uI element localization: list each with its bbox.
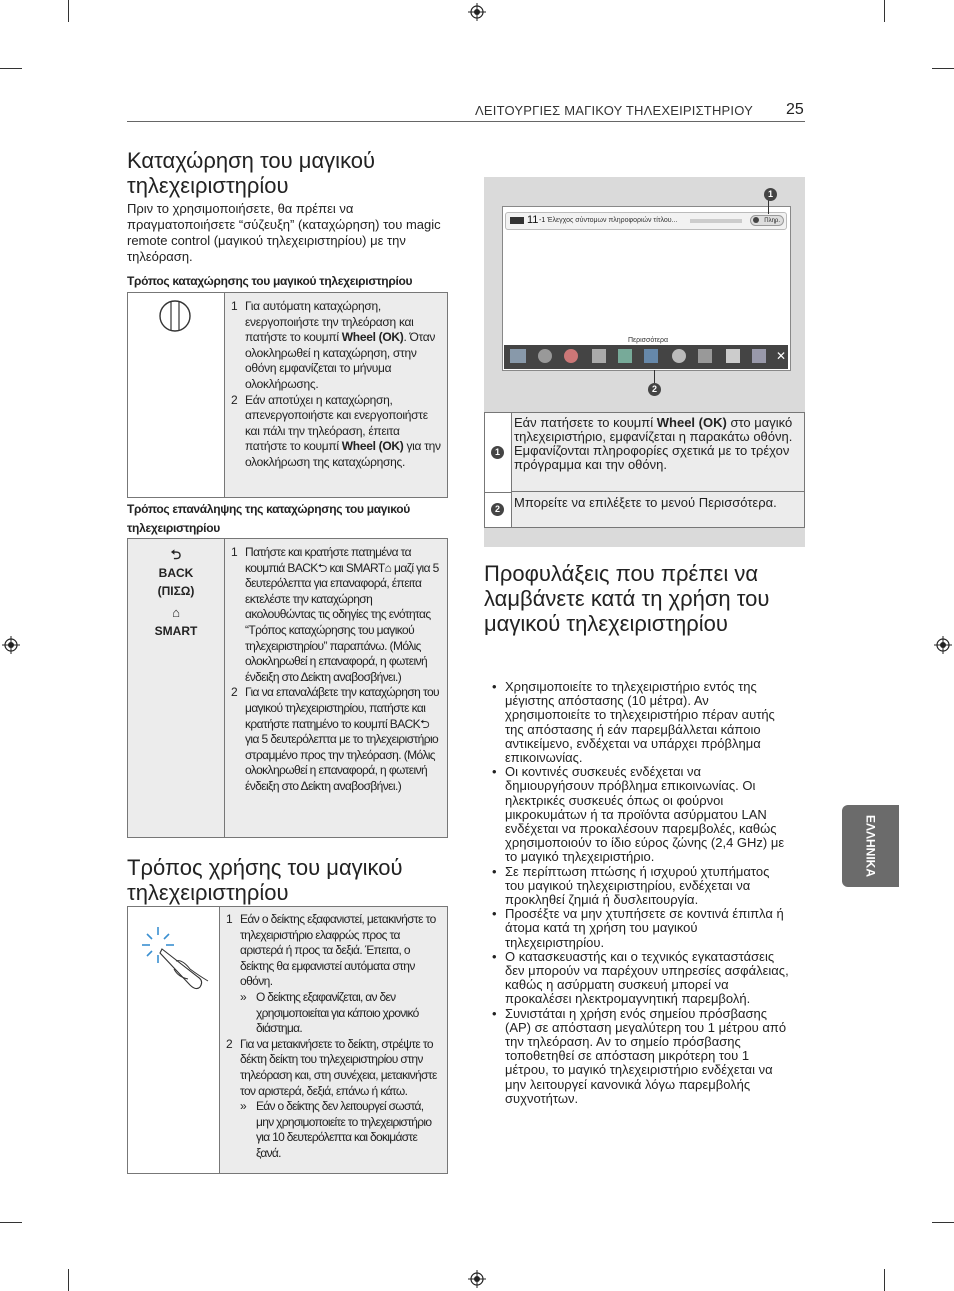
crop-mark xyxy=(884,1269,885,1291)
step-text: Πατήστε και κρατήστε πατημένα τα κουμπιά BACK⮌ και SMART⌂ μαζί για 5 δευτερόλεπτα για επαναφορά, έπειτα εκτελέστε την καταχώρηση ακολουθώντας τις οδηγίες της ενότητας “Τρόπος καταχώρησης του μαγικού τηλεχειριστηρίου” παραπάνω. (Μόλις ολοκληρωθεί η επαναφορά, η φωτεινή ένδειξη στο Δείκτη αναβοσβήνει.) xyxy=(245,545,439,684)
registration-how-title: Τρόπος καταχώρησης του μαγικού τηλεχειριστηρίου xyxy=(127,274,413,288)
crop-mark xyxy=(68,1269,69,1291)
legend-text: Μπορείτε να επιλέξετε το μενού Περισσότερα. xyxy=(514,495,777,510)
step-bold: Wheel (OK) xyxy=(341,439,404,454)
legend-marker-cell xyxy=(485,413,512,493)
language-tab-label: ΕΛΛΗΝΙΚΑ xyxy=(863,814,878,877)
step-number: 1 xyxy=(231,545,238,559)
usage-step xyxy=(220,912,443,990)
step-number: 2 xyxy=(226,1036,233,1051)
menu-app-icon[interactable] xyxy=(752,349,766,363)
search-icon[interactable] xyxy=(592,349,606,363)
step-number: 1 xyxy=(226,912,233,926)
legend-text-part: Εμφανίζονται πληροφορίες σχετικά με το τρέχον πρόγραμμα και την οθόνη. xyxy=(514,443,790,472)
legend-marker: 2 xyxy=(491,503,504,516)
clock-icon[interactable] xyxy=(672,349,686,363)
info-button-icon xyxy=(753,217,759,223)
usage-title: Τρόπος χρήσης του μαγικού τηλεχειριστηρίου xyxy=(127,855,403,905)
list-item-text: Οι κοντινές συσκευές ενδέχεται να δημιουργήσουν πρόβλημα επικοινωνίας. Οι ηλεκτρικές συσκευές όπως οι φούρνοι μικροκυμάτων ή τα προϊόντα ασύρματου LAN ενδέχεται να προκαλέσουν παρεμβολές, καθώς χρησιμοποιούν το ίδιο εύρος ζώνης (2,4 GHz) με το μαγικό τηλεχειριστήριο. xyxy=(505,764,785,865)
menu-app-icon[interactable] xyxy=(698,349,712,363)
tv-screen xyxy=(502,206,791,371)
header-rule xyxy=(127,121,805,122)
legend-marker: 1 xyxy=(491,446,504,459)
note-text: Εάν ο δείκτης δεν λειτουργεί σωστά, μην χρησιμοποιείτε το τηλεχειριστήριο για 10 δευτερόλεπτα και δοκιμάστε ξανά. xyxy=(256,1099,432,1160)
registration-mark-icon xyxy=(468,3,486,21)
registration-intro: Πριν το χρησιμοποιήσετε, θα πρέπει να πραγματοποιήσετε “σύζευξη” (καταχώρηση) του magic remote control (μαγικού τηλεχειριστηρίου) με την τηλεόραση. xyxy=(127,201,441,264)
info-button[interactable]: Πληρ. xyxy=(750,215,784,226)
precautions-title: Προφυλάξεις που πρέπει να λαμβάνετε κατά τη χρήση του μαγικού τηλεχειριστηρίου xyxy=(484,561,770,636)
crop-mark xyxy=(0,68,22,69)
list-item-text: Χρησιμοποιείτε το τηλεχειριστήριο εντός της μέγιστης απόστασης (10 μέτρα). Αν χρησιμοποιείτε το τηλεχειριστήριο πέραν αυτής της απόστασης ή εάν παρεμβάλλεται κάποιο αντικείμενο, ενδέχεται να υπάρχει πρόβλημα επικοινωνίας. xyxy=(505,679,775,766)
back-icon: ⮌ xyxy=(170,547,182,562)
progress-track xyxy=(690,219,742,223)
step-text: Εάν ο δείκτης εξαφανιστεί, μετακινήστε το τηλεχειριστήριο ελαφρώς προς τα αριστερά ή προς τα δεξιά. Έπειτα, ο δείκτης θα εμφανιστεί αυτόματα στην οθόνη. xyxy=(240,912,436,989)
menu-app-icon[interactable] xyxy=(510,349,526,363)
settings-icon[interactable] xyxy=(538,349,552,363)
repeat-table xyxy=(127,538,448,838)
crop-mark xyxy=(932,1222,954,1223)
channel-number: 11 xyxy=(527,214,539,226)
usage-step xyxy=(220,1037,443,1099)
list-item: • Χρησιμοποιείτε το τηλεχειριστήριο εντός της μέγιστης απόστασης (10 μέτρα). Αν χρησιμοποιείτε το τηλεχειριστήριο πέραν αυτής της απόστασης ή εάν παρεμβάλλεται κάποιο αντικείμενο, ενδέχεται να υπάρχει πρόβλημα επικοινωνίας. xyxy=(492,679,775,766)
step-text: Για να μετακινήσετε το δείκτη, στρέψτε το δέκτη δείκτη του τηλεχειριστηρίου στην τηλεόραση και, στη συνέχεια, μετακινήστε τον αριστερά, δεξιά, επάνω ή κάτω. xyxy=(240,1036,437,1098)
wheel-button-icon xyxy=(158,299,192,333)
step-text: . Όταν ολοκληρωθεί η καταχώρηση, στην οθόνη εμφανίζεται το μήνυμα ολοκλήρωσης. xyxy=(245,330,436,391)
crop-mark xyxy=(0,1222,22,1223)
close-icon[interactable]: ✕ xyxy=(776,349,787,363)
repeat-step xyxy=(225,545,443,685)
list-item: • Σε περίπτωση πτώσης ή ισχυρού χτυπήματος του μαγικού τηλεχειριστηρίου, ενδέχεται να προκληθεί ζημιά ή δυσλειτουργία. xyxy=(492,863,770,908)
registration-step xyxy=(225,393,441,471)
legend-bold: Wheel (OK) xyxy=(656,415,727,430)
legend-text xyxy=(512,413,804,492)
buttons-cell xyxy=(128,539,225,837)
crop-mark xyxy=(884,0,885,22)
info-bar xyxy=(505,212,787,230)
list-item: • Ο κατασκευαστής και ο τεχνικός εγκαταστάσεις δεν μπορούν να παρέχουν υπηρεσίες ασφάλειας, καθώς η ασύρματη συσκευή μπορεί να προκαλέσει ηλεκτρομαγνητική παρεμβολή. xyxy=(492,948,789,1007)
pointer-cell xyxy=(128,907,220,1173)
repeat-title: Τρόπος επανάληψης της καταχώρησης του μαγικού τηλεχειριστηρίου xyxy=(127,502,410,535)
channel-sub: -1 xyxy=(539,217,546,224)
step-bold: Wheel (OK) xyxy=(341,330,404,345)
step-text: Για αυτόματη καταχώρηση, ενεργοποιήστε την τηλεόραση και πατήστε το κουμπί xyxy=(245,299,414,345)
step-number: 1 xyxy=(231,299,238,313)
menu-app-icon[interactable] xyxy=(644,349,658,363)
legend-text-part: στο μαγικό τηλεχειριστήριο, εμφανίζεται η παρακάτω οθόνη. xyxy=(514,415,793,444)
note-text: Ο δείκτης εξαφανίζεται, αν δεν χρησιμοποιείται για κάποιο χρονικό διάστημα. xyxy=(256,989,419,1036)
usage-steps xyxy=(220,907,447,1173)
legend-marker-cell xyxy=(485,493,512,527)
registration-mark-icon xyxy=(934,636,952,654)
menu-app-icon[interactable] xyxy=(618,349,632,363)
usage-note xyxy=(220,1099,443,1161)
note-marker: » xyxy=(240,989,246,1004)
callout-line-2 xyxy=(654,370,655,384)
list-item: • Συνιστάται η χρήση ενός σημείου πρόσβασης (AP) σε απόσταση μεγαλύτερη του 1 μέτρου από την τηλεόραση. Αν το σημείο πρόσβασης τοποθετηθεί σε απόσταση μικρότερη του 1 μέτρου, το μαγικό τηλεχειριστήριο ενδέχεται να μην λειτουργεί κανονικά λόγω παρεμβολής συχνοτήτων. xyxy=(492,1005,787,1106)
registration-title: Καταχώρηση του μαγικού τηλεχειριστηρίου xyxy=(127,148,376,198)
usage-table xyxy=(127,906,448,1174)
list-item-text: Σε περίπτωση πτώσης ή ισχυρού χτυπήματος του μαγικού τηλεχειριστηρίου, ενδέχεται να προκληθεί ζημιά ή δυσλειτουργία. xyxy=(505,863,770,908)
menu-app-icon[interactable] xyxy=(726,349,740,363)
step-number: 2 xyxy=(231,392,238,407)
back-label: BACK xyxy=(158,566,194,580)
legend-text-part: Εάν πατήσετε το κουμπί xyxy=(514,415,657,430)
channel-icon xyxy=(510,217,524,224)
repeat-steps xyxy=(225,539,447,837)
usage-note xyxy=(220,990,443,1037)
page-number: 25 xyxy=(786,101,804,118)
more-menu-bar xyxy=(504,345,788,369)
list-item-text: Ο κατασκευαστής και ο τεχνικός εγκαταστάσεις δεν μπορούν να παρέχουν υπηρεσίες ασφάλειας, καθώς η ασύρματη συσκευή μπορεί να προκαλέσει ηλεκτρομαγνητική παρεμβολή. xyxy=(505,948,789,1007)
registration-table xyxy=(127,292,448,498)
smart-label: SMART xyxy=(154,624,198,638)
legend-table xyxy=(484,412,805,528)
registration-mark-icon xyxy=(468,1270,486,1288)
repeat-step xyxy=(225,685,443,794)
more-label: Περισσότερα xyxy=(627,337,669,344)
wheel-cell xyxy=(128,293,225,497)
crop-mark xyxy=(68,0,69,22)
list-item-text: Συνιστάται η χρήση ενός σημείου πρόσβασης (AP) σε απόσταση μεγαλύτερη του 1 μέτρου από την τηλεόραση. Αν το σημείο πρόσβασης τοποθετηθεί σε απόσταση μικρότερη του 1 μέτρου, το μαγικό τηλεχειριστήριο ενδέχεται να μην λειτουργεί κανονικά λόγω παρεμβολής συχνοτήτων. xyxy=(505,1005,787,1106)
menu-app-icon[interactable] xyxy=(564,349,578,363)
callout-1: 1 xyxy=(764,188,777,201)
list-item: • Προσέξτε να μην χτυπήσετε σε κοντινά έπιπλα ή άτομα κατά τη χρήση του μαγικού τηλεχειριστηρίου. xyxy=(492,906,784,950)
registration-step xyxy=(225,299,441,393)
crop-mark xyxy=(932,68,954,69)
list-item-text: Προσέξτε να μην χτυπήσετε σε κοντινά έπιπλα ή άτομα κατά τη χρήση του μαγικού τηλεχειριστηρίου. xyxy=(505,906,784,950)
registration-mark-icon xyxy=(2,636,20,654)
list-item: • Οι κοντινές συσκευές ενδέχεται να δημιουργήσουν πρόβλημα επικοινωνίας. Οι ηλεκτρικές συσκευές όπως οι φούρνοι μικροκυμάτων ή τα προϊόντα ασύρματου LAN ενδέχεται να προκαλέσουν παρεμβολές, καθώς χρησιμοποιούν το ίδιο εύρος ζώνης (2,4 GHz) με το μαγικό τηλεχειριστήριο. xyxy=(492,764,785,865)
registration-steps xyxy=(225,293,447,497)
home-icon: ⌂ xyxy=(172,605,180,620)
step-text: Εάν αποτύχει η καταχώρηση, απενεργοποιήστε και ενεργοποιήστε και πάλι την τηλεόραση, έπειτα πατήστε το κουμπί xyxy=(245,392,428,454)
remote-pointer-icon xyxy=(138,919,214,991)
info-text: Έλεγχος σύντομων πληροφοριών τίτλου... xyxy=(547,217,678,224)
back-sublabel: (ΠΙΣΩ) xyxy=(157,584,195,598)
step-text: για την ολοκλήρωση της καταχώρησης. xyxy=(245,439,441,469)
callout-2: 2 xyxy=(648,383,661,396)
running-header: ΛΕΙΤΟΥΡΓΙΕΣ ΜΑΓΙΚΟΥ ΤΗΛΕΧΕΙΡΙΣΤΗΡΙΟΥ xyxy=(475,103,753,118)
step-number: 2 xyxy=(231,685,238,700)
step-text: Για να επαναλάβετε την καταχώρηση του μαγικού τηλεχειριστηρίου, πατήστε και κρατήστε πατημένο το κουμπί BACK⮌ για 5 δευτερόλεπτα με το τηλεχειριστήριο στραμμένο προς την τηλεόραση. (Μόλις ολοκληρωθεί η επαναφορά, η φωτεινή ένδειξη στο Δείκτη αναβοσβήνει.) xyxy=(245,685,439,793)
note-marker: » xyxy=(240,1099,246,1114)
precautions-list xyxy=(492,680,792,1106)
